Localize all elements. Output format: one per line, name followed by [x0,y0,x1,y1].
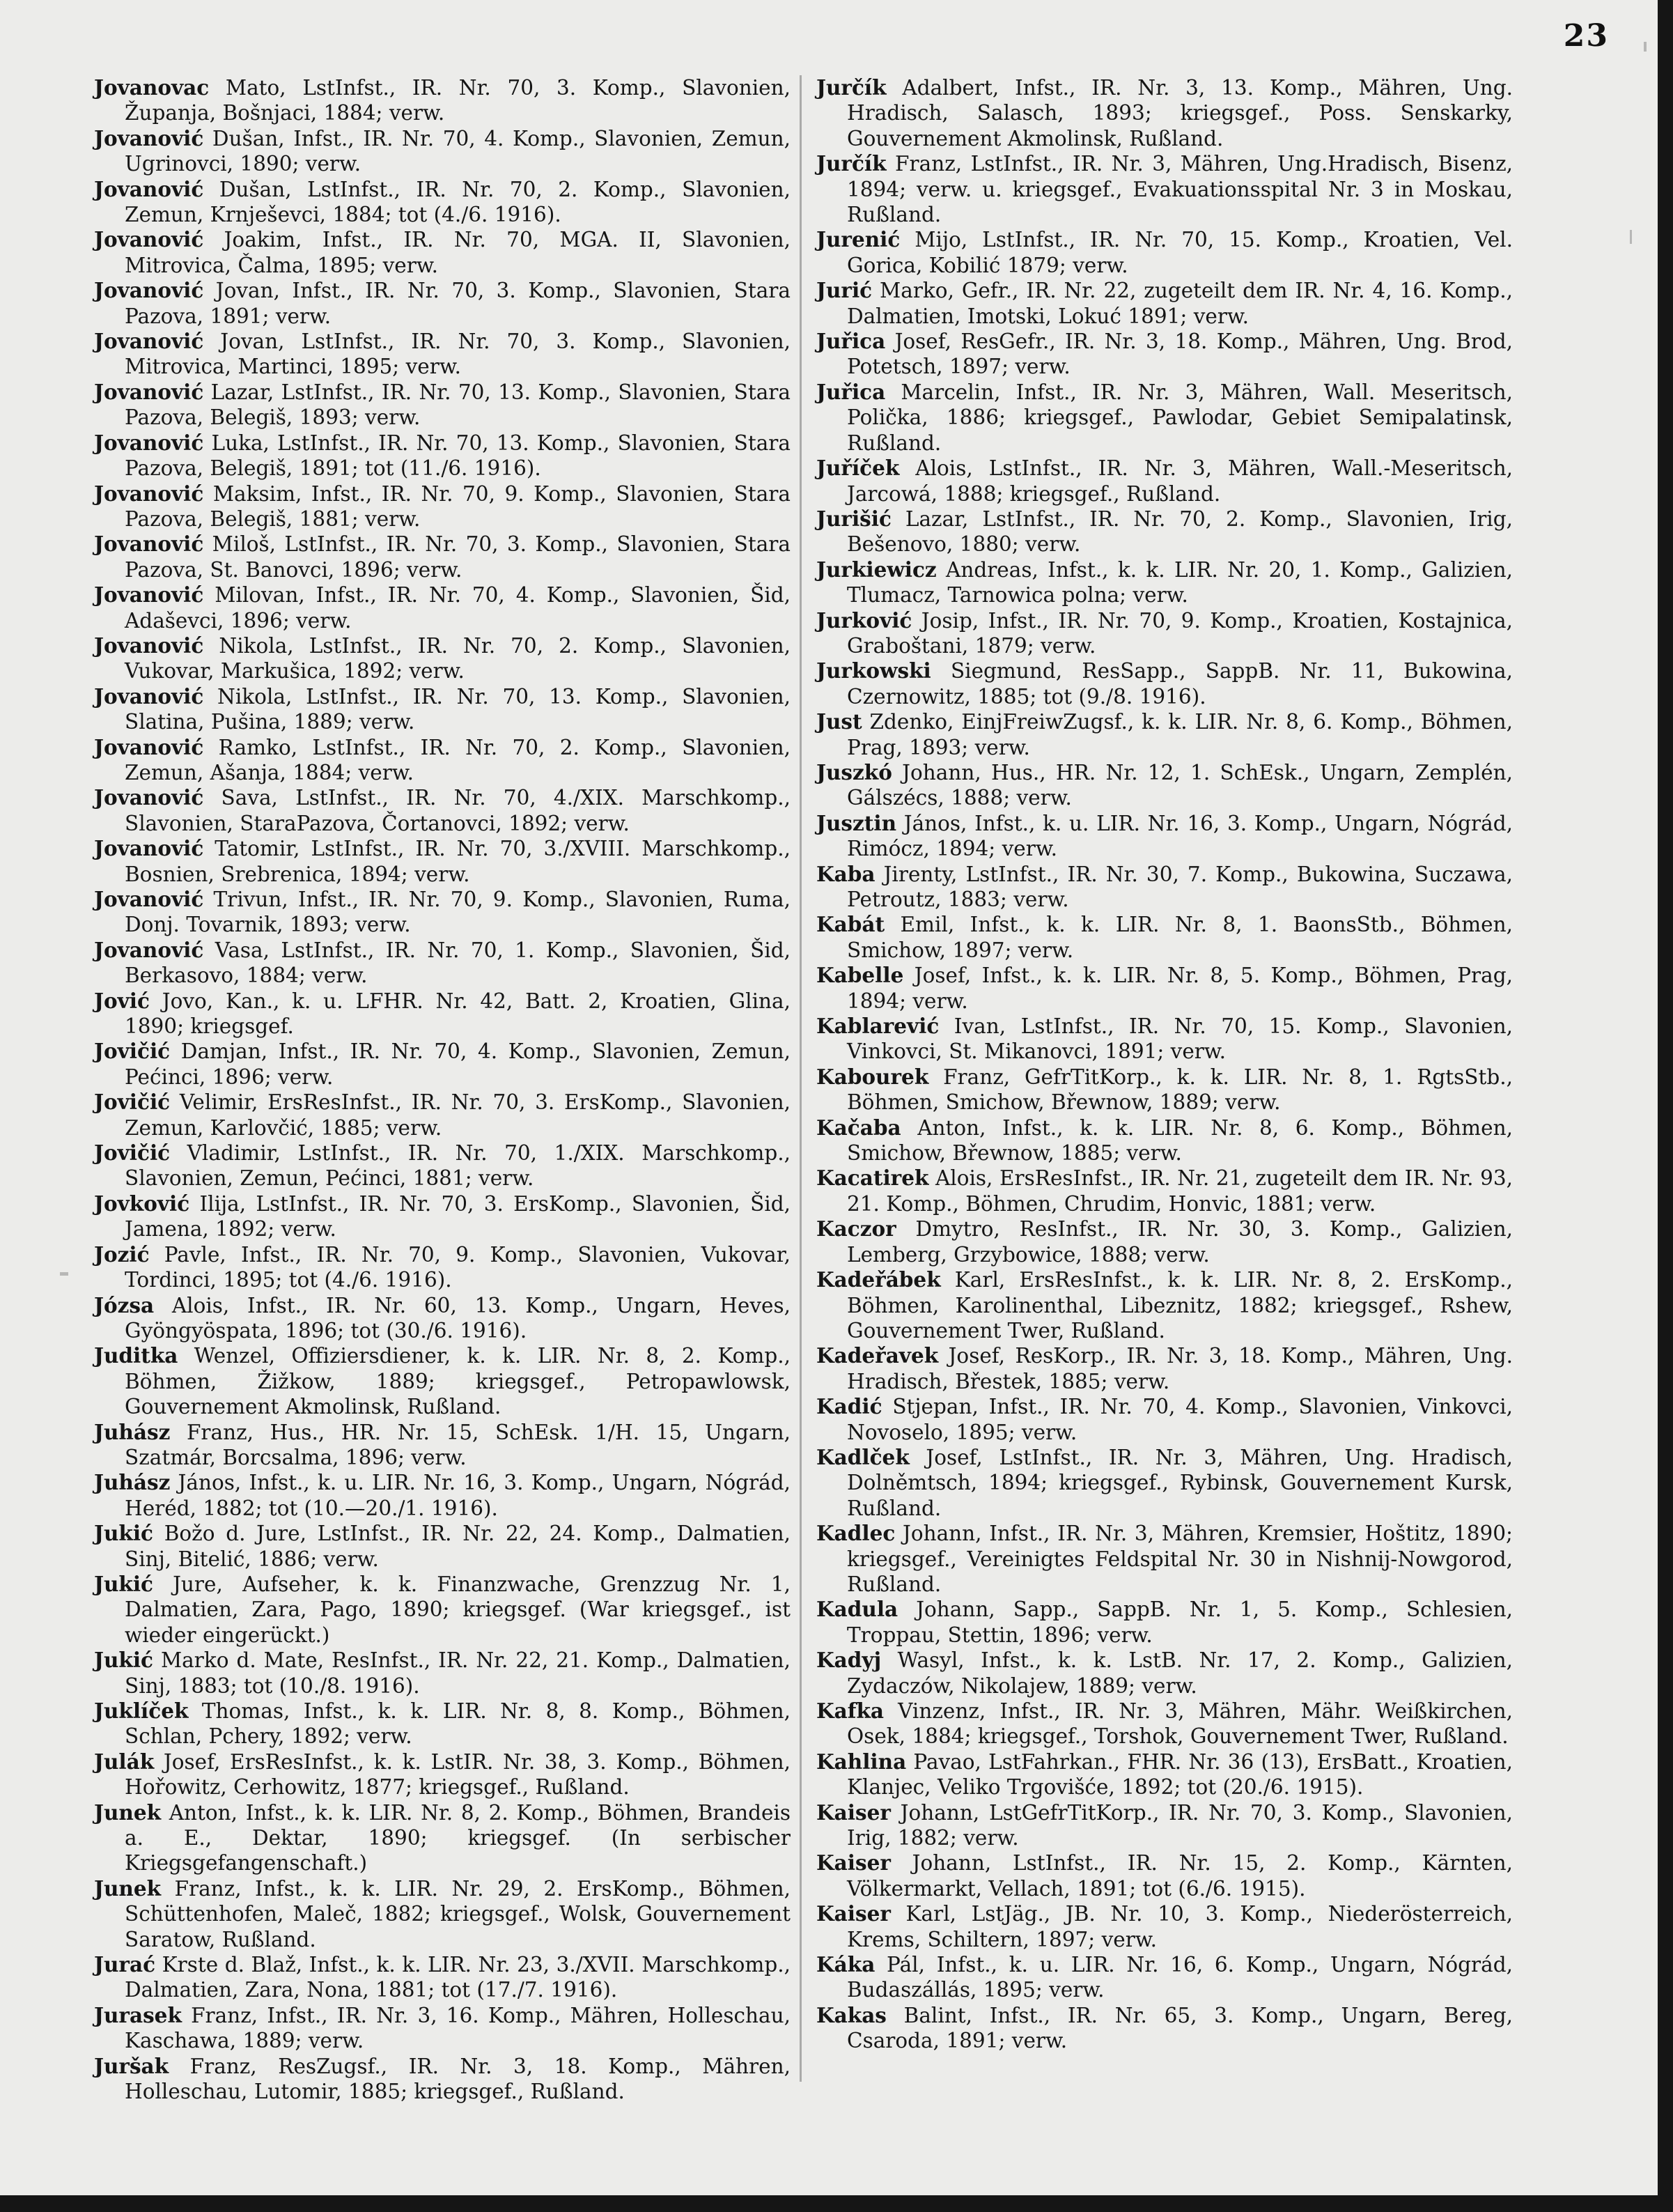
list-item [94,532,791,582]
list-item [816,227,1513,278]
list-item [94,1140,791,1191]
list-item [816,1901,1513,1952]
entry-details: Mijo, LstInfst., IR. Nr. 70, 15. Komp., Kroatien, Vel. Gorica, Kobilić 1879; verw. [847,228,1513,277]
list-item [816,912,1513,963]
entry-details: Adalbert, Infst., IR. Nr. 3, 13. Komp., Mähren, Ung. Hradisch, Salasch, 1893; kriegsgef., Poss. Senskarky, Gouvernement Akmolinsk, Rußland. [847,76,1513,150]
entry-details: Josef, ResGefr., IR. Nr. 3, 18. Komp., Mähren, Ung. Brod, Potetsch, 1897; verw. [847,330,1513,379]
entry-surname: Kadić [816,1394,882,1419]
entry-details: Vinzenz, Infst., IR. Nr. 3, Mähren, Mähr. Weißkirchen, Osek, 1884; kriegsgef., Torshok, Gouvernement Twer, Rußland. [847,1699,1513,1749]
entry-surname: Jovanović [94,379,204,404]
entry-surname: Jovanović [94,937,204,962]
entry-surname: Jukić [94,1571,154,1596]
entry-surname: Kabourek [816,1064,929,1089]
list-item [94,126,791,177]
list-item [94,431,791,481]
entry-details: Alois, Infst., IR. Nr. 60, 13. Komp., Ungarn, Heves, Gyöngyöspata, 1896; tot (30./6. 1916). [125,1293,791,1343]
entry-surname: Jusztin [816,810,897,835]
entry-details: Josef, LstInfst., IR. Nr. 3, Mähren, Ung. Hradisch, Dolněmtsch, 1894; kriegsgef., Rybinsk, Gouvernement Kursk, Rußland. [847,1445,1513,1520]
entry-surname: Jurić [816,278,873,303]
entry-surname: Kablarević [816,1014,940,1039]
list-item [94,1699,791,1749]
entry-details: Krste d. Blaž, Infst., k. k. LIR. Nr. 23, 3./XVII. Marschkomp., Dalmatien, Zara, Nona, 1881; tot (17./7. 1916). [125,1953,791,2002]
entry-surname: Kacatirek [816,1166,929,1191]
entry-surname: Juszkó [816,759,892,784]
entry-details: Stjepan, Infst., IR. Nr. 70, 4. Komp., Slavonien, Vinkovci, Novoselo, 1895; verw. [847,1395,1513,1444]
list-item [816,1850,1513,1901]
entry-details: Franz, GefrTitKorp., k. k. LIR. Nr. 8, 1. RgtsStb., Böhmen, Smichow, Břewnow, 1889; verw. [847,1065,1513,1115]
entry-details: Wenzel, Offiziersdiener, k. k. LIR. Nr. 8, 2. Komp., Böhmen, Žižkow, 1889; kriegsgef., Petropawlowsk, Gouvernement Akmolinsk, Rußland. [125,1344,791,1419]
entry-details: Sava, LstInfst., IR. Nr. 70, 4./XIX. Marschkomp., Slavonien, StaraPazova, Čortanovci, 1892; verw. [125,786,791,835]
entry-surname: Kadeřábek [816,1267,941,1292]
entry-details: Jovan, LstInfst., IR. Nr. 70, 3. Komp., Slavonien, Mitrovica, Martinci, 1895; verw. [125,330,791,379]
list-item [816,1749,1513,1800]
entry-surname: Jovičić [94,1090,171,1115]
list-item [94,1039,791,1090]
entry-surname: Jovanović [94,278,204,303]
list-item [94,633,791,684]
entry-details: Luka, LstInfst., IR. Nr. 70, 13. Komp., Slavonien, Stara Pazova, Belegiš, 1891; tot (11./6. 1916). [125,431,791,481]
entry-details: Josef, ResKorp., IR. Nr. 3, 18. Komp., Mähren, Ung. Hradisch, Břestek, 1885; verw. [847,1344,1513,1393]
entry-surname: Jovković [94,1191,190,1216]
list-item [816,1166,1513,1216]
list-item [94,2003,791,2054]
entry-surname: Jovanović [94,481,204,506]
entry-surname: Jurkiewicz [816,557,937,582]
entry-surname: Jurasek [94,2002,182,2027]
list-item [816,1699,1513,1749]
entry-details: Franz, LstInfst., IR. Nr. 3, Mähren, Ung.Hradisch, Bisenz, 1894; verw. u. kriegsgef., Evakuationsspital Nr. 3 in Moskau, Rußland. [847,152,1513,227]
list-item [94,785,791,836]
list-item [94,1470,791,1521]
entry-surname: Jovanovac [94,75,210,100]
entry-surname: Kahlina [816,1749,907,1774]
scan-mark [1644,42,1647,52]
list-item [816,1952,1513,2003]
entry-details: Alois, LstInfst., IR. Nr. 3, Mähren, Wall.-Meseritsch, Jarcowá, 1888; kriegsgef., Rußland. [847,456,1513,506]
entry-details: Anton, Infst., k. k. LIR. Nr. 8, 6. Komp., Böhmen, Smichow, Břewnow, 1885; verw. [847,1115,1513,1166]
entry-surname: Jurišić [816,506,892,531]
entry-details: Pál, Infst., k. u. LIR. Nr. 16, 6. Komp., Ungarn, Nógrád, Budaszállás, 1895; verw. [847,1953,1513,2002]
entry-surname: Kačaba [816,1115,901,1140]
list-item [816,1648,1513,1699]
list-item [94,1293,791,1344]
entry-details: Ramko, LstInfst., IR. Nr. 70, 2. Komp., Slavonien, Zemun, Ašanja, 1884; verw. [125,735,791,784]
list-item [816,1065,1513,1115]
list-item [816,329,1513,380]
list-item [94,989,791,1039]
entry-details: Miloš, LstInfst., IR. Nr. 70, 3. Komp., Slavonien, Stara Pazova, St. Banovci, 1896; verw. [125,532,791,582]
list-item [816,658,1513,709]
entry-details: Vasa, LstInfst., IR. Nr. 70, 1. Komp., Slavonien, Šid, Berkasovo, 1884; verw. [125,938,791,988]
entry-surname: Jovanović [94,887,204,911]
entry-surname: Jurčík [816,151,887,176]
list-item [94,1420,791,1471]
list-item [816,1521,1513,1597]
entry-details: Maksim, Infst., IR. Nr. 70, 9. Komp., Slavonien, Stara Pazova, Belegiš, 1881; verw. [125,481,791,531]
entry-details: Johann, Sapp., SappB. Nr. 1, 5. Komp., Schlesien, Troppau, Stettin, 1896; verw. [847,1598,1513,1647]
list-item [816,608,1513,659]
entry-surname: Juřica [816,329,886,354]
entry-details: Johann, LstGefrTitKorp., IR. Nr. 70, 3. Komp., Slavonien, Irig, 1882; verw. [847,1800,1513,1850]
entry-details: Jovan, Infst., IR. Nr. 70, 3. Komp., Slavonien, Stara Pazova, 1891; verw. [125,279,791,328]
entry-surname: Kabelle [816,963,904,988]
entry-surname: Jović [94,988,150,1013]
entry-details: Jirenty, LstInfst., IR. Nr. 30, 7. Komp., Bukowina, Suczawa, Petroutz, 1883; verw. [847,862,1513,911]
entry-details: Nikola, LstInfst., IR. Nr. 70, 13. Komp., Slavonien, Slatina, Pušina, 1889; verw. [125,684,791,734]
entry-details: Pavao, LstFahrkan., FHR. Nr. 36 (13), ErsBatt., Kroatien, Klanjec, Veliko Trgovišće, 1892; tot (20./6. 1915). [847,1749,1513,1800]
entry-details: Tatomir, LstInfst., IR. Nr. 70, 3./XVIII. Marschkomp., Bosnien, Srebrenica, 1894; verw. [125,837,791,886]
entry-details: Wasyl, Infst., k. k. LstB. Nr. 17, 2. Komp., Galizien, Zydaczów, Nikolajew, 1889; verw. [847,1648,1513,1698]
entry-surname: Jovanović [94,176,204,201]
entry-surname: Kaiser [816,1901,891,1926]
list-item [94,75,791,126]
entry-details: Zdenko, EinjFreiwZugsf., k. k. LIR. Nr. 8, 6. Komp., Böhmen, Prag, 1893; verw. [847,710,1513,759]
entry-details: Karl, ErsResInfst., k. k. LIR. Nr. 8, 2. ErsKomp., Böhmen, Karolinenthal, Libeznitz, 1882; kriegsgef., Rshew, Gouvernement Twer, Rußland. [847,1268,1513,1343]
list-item [94,177,791,228]
entry-details: Josef, ErsResInfst., k. k. LstIR. Nr. 38, 3. Komp., Böhmen, Hořowitz, Cerhowitz, 1877; kriegsgef., Rußland. [125,1749,791,1800]
list-item [94,938,791,989]
page-number: 23 [1563,18,1609,54]
entry-surname: Kaba [816,861,876,886]
list-item [816,709,1513,760]
entry-surname: Jovanović [94,734,204,759]
entry-surname: Jovičić [94,1140,171,1166]
entry-surname: Kadeřavek [816,1343,939,1368]
entry-surname: Junek [94,1800,162,1825]
list-item [94,278,791,329]
list-item [816,506,1513,557]
entry-surname: Jurkowski [816,658,931,683]
list-item [816,75,1513,151]
list-item [94,2054,791,2105]
entry-surname: Just [816,709,862,734]
entry-details: Dušan, LstInfst., IR. Nr. 70, 2. Komp., Slavonien, Zemun, Krnješevci, 1884; tot (4./6. 1916). [125,177,791,227]
entry-surname: Juhász [94,1470,171,1495]
list-item [94,1521,791,1572]
entry-surname: Juditka [94,1343,178,1368]
list-item [94,227,791,278]
entry-surname: Jurenić [816,227,901,252]
list-item [816,760,1513,811]
list-item [94,380,791,431]
entry-details: Franz, Infst., IR. Nr. 3, 16. Komp., Mähren, Holleschau, Kaschawa, 1889; verw. [125,2003,791,2053]
entry-surname: Jovanović [94,633,204,658]
list-item [94,582,791,633]
entry-details: Alois, ErsResInfst., IR. Nr. 21, zugeteilt dem IR. Nr. 93, 21. Komp., Böhmen, Chrudim, Honvic, 1881; verw. [847,1166,1513,1216]
list-item [94,1876,791,1952]
entry-details: Johann, Infst., IR. Nr. 3, Mähren, Kremsier, Hoštitz, 1890; kriegsgef., Vereinigtes Feldspital Nr. 30 in Nishnij-Nowgorod, Rußland. [847,1522,1513,1596]
entry-details: Lazar, LstInfst., IR. Nr. 70, 2. Komp., Slavonien, Irig, Bešenovo, 1880; verw. [847,506,1513,557]
entry-details: Franz, Hus., HR. Nr. 15, SchEsk. 1/H. 15, Ungarn, Szatmár, Borcsalma, 1896; verw. [125,1420,791,1469]
entry-details: Nikola, LstInfst., IR. Nr. 70, 2. Komp., Slavonien, Vukovar, Markušica, 1892; verw. [125,633,791,683]
entry-details: Karl, LstJäg., JB. Nr. 10, 3. Komp., Niederösterreich, Krems, Schiltern, 1897; verw. [847,1902,1513,1951]
entry-details: Balint, Infst., IR. Nr. 65, 3. Komp., Ungarn, Bereg, Csaroda, 1891; verw. [847,2003,1513,2053]
entry-details: Ilija, LstInfst., IR. Nr. 70, 3. ErsKomp., Slavonien, Šid, Jamena, 1892; verw. [125,1191,791,1242]
entry-details: Joakim, Infst., IR. Nr. 70, MGA. II, Slavonien, Mitrovica, Čalma, 1895; verw. [125,228,791,277]
entry-details: Johann, LstInfst., IR. Nr. 15, 2. Komp., Kärnten, Völkermarkt, Vellach, 1891; tot (6./6. 1915). [847,1851,1513,1901]
list-item [816,1445,1513,1521]
entry-details: Siegmund, ResSapp., SappB. Nr. 11, Bukowina, Czernowitz, 1885; tot (9./8. 1916). [847,659,1513,709]
entry-surname: Jovanović [94,836,204,861]
entry-details: Marcelin, Infst., IR. Nr. 3, Mähren, Wall. Meseritsch, Polička, 1886; kriegsgef., Pawlodar, Gebiet Semipalatinsk, Rußland. [847,380,1513,455]
entry-details: Marko, Gefr., IR. Nr. 22, zugeteilt dem IR. Nr. 4, 16. Komp., Dalmatien, Imotski, Lokuć 1891; verw. [847,279,1513,328]
list-item [94,1191,791,1242]
list-item [816,151,1513,227]
scan-mark [1630,230,1632,244]
entry-details: Franz, ResZugsf., IR. Nr. 3, 18. Komp., Mähren, Holleschau, Lutomir, 1885; kriegsgef., Rußland. [125,2054,791,2104]
scan-mark [60,1272,68,1276]
list-item [816,1597,1513,1648]
entry-surname: Juhász [94,1419,171,1444]
entry-details: Jure, Aufseher, k. k. Finanzwache, Grenzzug Nr. 1, Dalmatien, Zara, Pago, 1890; kriegsgef. (War kriegsgef., ist wieder eingerückt.) [125,1572,791,1647]
entry-details: Andreas, Infst., k. k. LIR. Nr. 20, 1. Komp., Galizien, Tlumacz, Tarnowica polna; verw. [847,557,1513,608]
entry-details: Vladimir, LstInfst., IR. Nr. 70, 1./XIX. Marschkomp., Slavonien, Zemun, Pećinci, 1881; verw. [125,1141,791,1191]
entry-surname: Jovanović [94,329,204,354]
entry-surname: Kaiser [816,1850,891,1875]
entry-details: Damjan, Infst., IR. Nr. 70, 4. Komp., Slavonien, Zemun, Pećinci, 1896; verw. [125,1039,791,1089]
entry-details: Milovan, Infst., IR. Nr. 70, 4. Komp., Slavonien, Šid, Adaševci, 1896; verw. [125,583,791,633]
entry-details: Božo d. Jure, LstInfst., IR. Nr. 22, 24. Komp., Dalmatien, Sinj, Bitelić, 1886; verw. [125,1522,791,1571]
list-item [94,329,791,380]
list-item [816,1014,1513,1065]
list-item [816,862,1513,913]
entry-details: Velimir, ErsResInfst., IR. Nr. 70, 3. ErsKomp., Slavonien, Zemun, Karlovčić, 1885; verw. [125,1090,791,1140]
entry-surname: Junek [94,1875,162,1901]
entry-surname: Kaczor [816,1216,896,1242]
list-item [816,1343,1513,1394]
right-column [816,75,1513,2054]
entry-surname: Juříček [816,456,900,481]
entry-details: Marko d. Mate, ResInfst., IR. Nr. 22, 21. Komp., Dalmatien, Sinj, 1883; tot (10./8. 1916). [125,1648,791,1698]
entry-surname: Jovanović [94,532,204,557]
entry-details: Dmytro, ResInfst., IR. Nr. 30, 3. Komp., Galizien, Lemberg, Grzybowice, 1888; verw. [847,1217,1513,1267]
list-item [816,278,1513,329]
list-item [816,380,1513,456]
list-item [816,1394,1513,1445]
column-divider [800,75,802,2082]
list-item [94,887,791,938]
entry-details: Pavle, Infst., IR. Nr. 70, 9. Komp., Slavonien, Vukovar, Tordinci, 1895; tot (4./6. 1916). [125,1242,791,1292]
list-item [816,1216,1513,1267]
entry-details: János, Infst., k. u. LIR. Nr. 16, 3. Komp., Ungarn, Nógrád, Rimócz, 1894; verw. [847,811,1513,861]
list-item [816,2003,1513,2054]
entry-surname: Kafka [816,1699,884,1723]
list-item [816,811,1513,862]
list-item [94,1952,791,2003]
entry-details: Josef, Infst., k. k. LIR. Nr. 8, 5. Komp., Böhmen, Prag, 1894; verw. [847,964,1513,1013]
entry-details: Jovo, Kan., k. u. LFHR. Nr. 42, Batt. 2, Kroatien, Glina, 1890; kriegsgef. [125,989,791,1039]
entry-surname: Józsa [94,1292,155,1317]
entry-details: Emil, Infst., k. k. LIR. Nr. 8, 1. BaonsStb., Böhmen, Smichow, 1897; verw. [847,913,1513,962]
entry-surname: Jozić [94,1242,150,1267]
list-item [94,1572,791,1648]
entry-details: Johann, Hus., HR. Nr. 12, 1. SchEsk., Ungarn, Zemplén, Gálszécs, 1888; verw. [847,760,1513,810]
entry-surname: Kakas [816,2002,887,2027]
list-item [94,1648,791,1699]
list-item [816,1800,1513,1851]
entry-details: Mato, LstInfst., IR. Nr. 70, 3. Komp., Slavonien, Županja, Bošnjaci, 1884; verw. [125,76,791,125]
entry-surname: Julák [94,1749,155,1774]
entry-surname: Kaiser [816,1800,891,1825]
entry-surname: Kadyj [816,1648,882,1673]
list-item [816,1115,1513,1166]
list-item [94,1343,791,1419]
entry-surname: Jukić [94,1648,154,1673]
list-item [94,735,791,786]
entry-details: Trivun, Infst., IR. Nr. 70, 9. Komp., Slavonien, Ruma, Donj. Tovarnik, 1893; verw. [125,888,791,937]
entry-surname: Jovanović [94,125,204,150]
list-item [94,1800,791,1876]
list-item [94,684,791,735]
entry-surname: Jovičić [94,1039,171,1064]
entry-surname: Kabát [816,912,885,937]
list-item [94,1242,791,1293]
entry-surname: Jurčík [816,75,887,100]
entry-surname: Jovanović [94,683,204,709]
entry-details: Franz, Infst., k. k. LIR. Nr. 29, 2. ErsKomp., Böhmen, Schüttenhofen, Maleč, 1882; kriegsgef., Wolsk, Gouvernement Saratow, Rußland. [125,1876,791,1951]
entry-details: János, Infst., k. u. LIR. Nr. 16, 3. Komp., Ungarn, Nógrád, Heréd, 1882; tot (10.—20./1. 1916). [125,1471,791,1520]
entry-surname: Kadlček [816,1444,910,1469]
entry-surname: Jurać [94,1952,156,1977]
entry-surname: Jovanović [94,582,204,608]
left-column [94,75,791,2105]
entry-details: Anton, Infst., k. k. LIR. Nr. 8, 2. Komp., Böhmen, Brandeis a. E., Dektar, 1890; kriegsgef. (In serbischer Kriegsgefangenschaft.) [125,1800,791,1875]
list-item [816,557,1513,608]
entry-surname: Káka [816,1952,876,1977]
entry-details: Josip, Infst., IR. Nr. 70, 9. Komp., Kroatien, Kostajnica, Graboštani, 1879; verw. [847,608,1513,658]
list-item [94,836,791,887]
entry-surname: Jurković [816,608,912,633]
list-item [816,456,1513,506]
entry-surname: Kadlec [816,1521,896,1546]
entry-surname: Jovanović [94,785,204,810]
entry-surname: Juršak [94,2053,169,2078]
entry-surname: Kadula [816,1597,898,1622]
list-item [816,963,1513,1014]
list-item [816,1267,1513,1343]
entry-details: Thomas, Infst., k. k. LIR. Nr. 8, 8. Komp., Böhmen, Schlan, Pchery, 1892; verw. [125,1699,791,1749]
entry-surname: Jovanović [94,227,204,252]
entry-details: Ivan, LstInfst., IR. Nr. 70, 15. Komp., Slavonien, Vinkovci, St. Mikanovci, 1891; verw. [847,1014,1513,1064]
entry-surname: Jovanović [94,430,204,455]
entry-details: Lazar, LstInfst., IR. Nr. 70, 13. Komp., Slavonien, Stara Pazova, Belegiš, 1893; verw. [125,380,791,430]
entry-surname: Jukić [94,1521,154,1546]
list-item [94,481,791,532]
entry-surname: Juřica [816,379,886,404]
entry-details: Dušan, Infst., IR. Nr. 70, 4. Komp., Slavonien, Zemun, Ugrinovci, 1890; verw. [125,126,791,176]
entry-surname: Juklíček [94,1699,189,1723]
list-item [94,1749,791,1800]
list-item [94,1090,791,1140]
